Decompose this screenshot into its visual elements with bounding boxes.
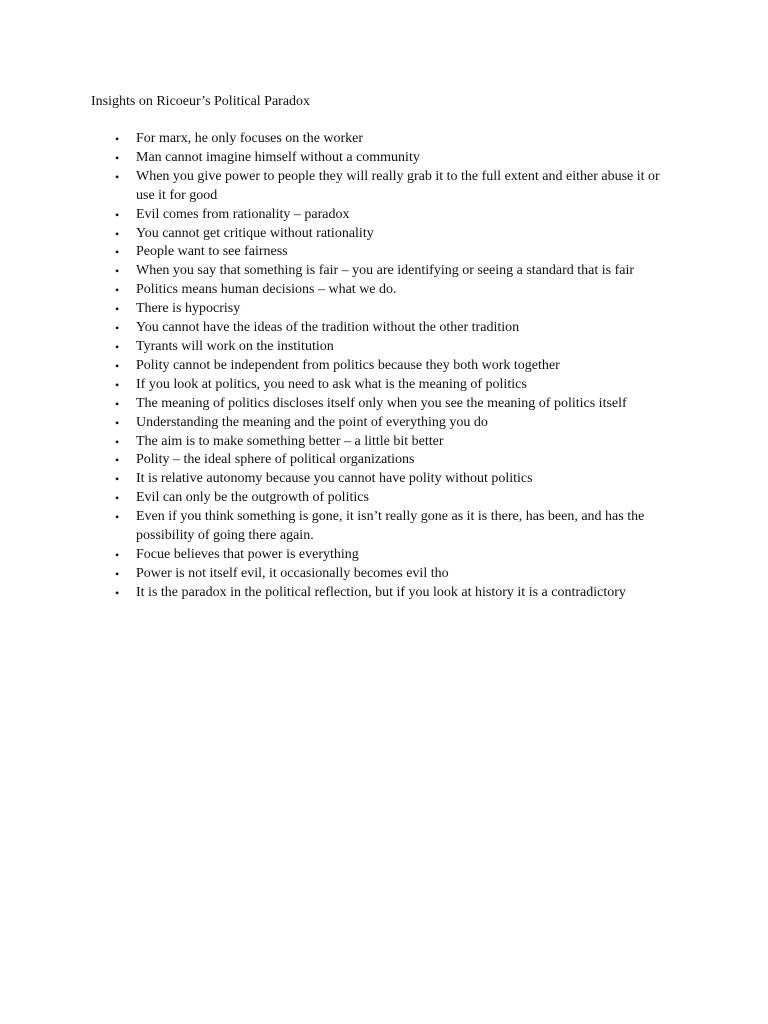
bullet-icon: •: [115, 472, 120, 487]
note-text: For marx, he only focuses on the worker: [136, 131, 364, 146]
note-text: When you give power to people they will really grab it to the full extent and either abuse it or use it for good: [136, 168, 660, 203]
note-item: [115, 546, 681, 565]
note-text: Evil can only be the outgrowth of politics: [136, 490, 369, 506]
note-text: Polity – the ideal sphere of political organizations: [136, 452, 415, 468]
bullet-icon: •: [115, 245, 120, 260]
note-text: Polity cannot be independent from politics because they both work together: [136, 357, 560, 373]
note-text: Even if you think something is gone, it isn’t really gone as it is there, has been, and has the possibility of going there again.: [136, 509, 645, 544]
note-text: You cannot get critique without rationality: [136, 225, 374, 241]
note-item: [115, 338, 681, 357]
bullet-icon: •: [115, 453, 120, 468]
bullet-icon: •: [115, 510, 120, 525]
note-text: When you say that something is fair – you are identifying or seeing a standard that is fair: [136, 263, 635, 279]
bullet-icon: •: [115, 491, 120, 506]
note-item: [115, 243, 681, 262]
bullet-icon: •: [115, 207, 120, 222]
notes-list: [115, 130, 681, 603]
note-text: There is hypocrisy: [136, 301, 241, 317]
bullet-icon: •: [115, 283, 120, 298]
note-text: You cannot have the ideas of the tradition without the other tradition: [136, 320, 520, 336]
document-title: Insights on Ricoeur’s Political Paradox: [91, 94, 311, 109]
bullet-icon: •: [115, 547, 120, 562]
note-item: [115, 489, 681, 508]
note-text: Power is not itself evil, it occasionally becomes evil tho: [136, 565, 449, 581]
bullet-icon: •: [115, 415, 120, 430]
note-item: [115, 168, 681, 206]
note-text: It is the paradox in the political reflection, but if you look at history it is a contradictory: [136, 584, 626, 600]
note-item: [115, 206, 681, 225]
bullet-icon: •: [115, 585, 120, 600]
bullet-icon: •: [115, 169, 120, 184]
note-text: Evil comes from rationality – paradox: [136, 206, 350, 222]
bullet-icon: •: [115, 377, 120, 392]
note-item: [115, 470, 681, 489]
note-text: Tyrants will work on the institution: [136, 338, 334, 354]
note-item: [115, 149, 681, 168]
note-text: Focue believes that power is everything: [136, 546, 359, 562]
note-item: [115, 433, 681, 452]
note-text: Politics means human decisions – what we do.: [136, 282, 397, 298]
note-text: It is relative autonomy because you cannot have polity without politics: [136, 471, 533, 487]
note-item: [115, 357, 681, 376]
note-item: [115, 451, 681, 470]
note-item: [115, 225, 681, 244]
note-item: [115, 565, 681, 584]
bullet-icon: •: [115, 264, 120, 279]
note-text: The meaning of politics discloses itself only when you see the meaning of politics itself: [136, 395, 627, 411]
note-text: The aim is to make something better – a little bit better: [136, 433, 444, 449]
note-item: [115, 262, 681, 281]
note-item: [115, 414, 681, 433]
bullet-icon: •: [115, 302, 120, 317]
note-item: [115, 395, 681, 414]
note-item: [115, 281, 681, 300]
note-item: [115, 584, 681, 603]
note-text: Understanding the meaning and the point of everything you do: [136, 414, 488, 430]
bullet-icon: •: [115, 226, 120, 241]
bullet-icon: •: [115, 434, 120, 449]
bullet-icon: •: [115, 566, 120, 581]
note-item: [115, 300, 681, 319]
note-item: [115, 376, 681, 395]
note-item: [115, 319, 681, 338]
bullet-icon: •: [115, 132, 120, 146]
bullet-icon: •: [115, 339, 120, 354]
bullet-icon: •: [115, 396, 120, 411]
bullet-icon: •: [115, 358, 120, 373]
note-item: [115, 130, 681, 149]
note-text: If you look at politics, you need to ask what is the meaning of politics: [136, 376, 527, 392]
bullet-icon: •: [115, 321, 120, 336]
note-text: People want to see fairness: [136, 244, 288, 260]
bullet-icon: •: [115, 150, 120, 165]
note-text: Man cannot imagine himself without a community: [136, 149, 420, 165]
note-item: [115, 508, 681, 546]
